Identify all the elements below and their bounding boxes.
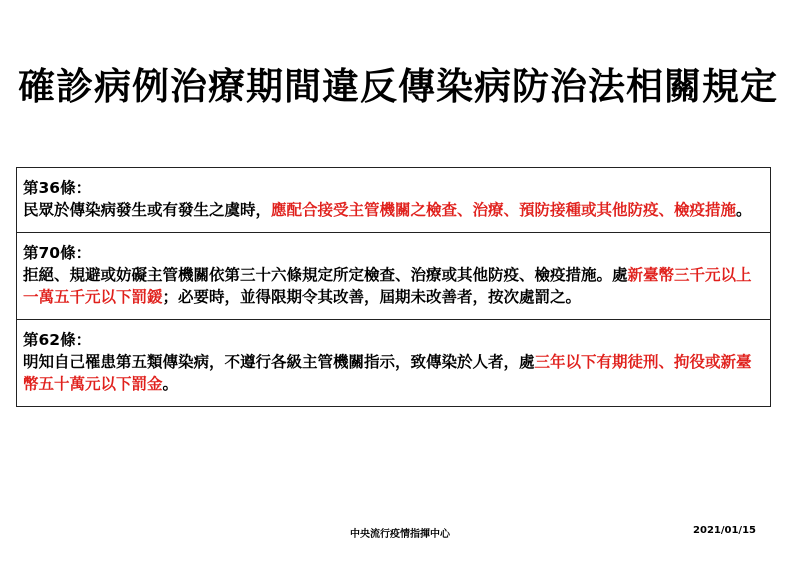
rule-text: 明知自己罹患第五類傳染病，不遵行各級主管機關指示，致傳染於人者，處 bbox=[23, 353, 535, 371]
footer-organization: 中央流行疫情指揮中心 bbox=[350, 529, 450, 540]
rule-text-end: ；必要時，並得限期令其改善，屆期未改善者，按次處罰之。 bbox=[162, 288, 582, 306]
rule-text-end: 。 bbox=[162, 375, 179, 393]
rule-highlight-text: 三年以下有期徒刑、拘役或新臺幣五十萬元以下罰金 bbox=[23, 353, 752, 393]
rule-text: 拒絕、規避或妨礙主管機關依第三十六條規定所定檢查、治療或其他防疫、檢疫措施。處 bbox=[23, 266, 628, 284]
rule-article-62 bbox=[17, 319, 770, 406]
rule-text: 民眾於傳染病發生或有發生之虞時， bbox=[23, 201, 272, 219]
rule-article-70 bbox=[17, 232, 770, 319]
rule-heading: 第70條： bbox=[23, 244, 92, 262]
rule-heading: 第62條： bbox=[23, 331, 92, 349]
rule-highlight-text: 新臺幣三千元以上一萬五千元以下罰鍰 bbox=[23, 266, 752, 306]
rules-table bbox=[16, 167, 771, 407]
rule-highlight-text: 應配合接受主管機關之檢查、治療、預防接種或其他防疫、檢疫措施 bbox=[271, 201, 737, 219]
rule-text-end: 。 bbox=[736, 201, 752, 219]
rule-heading: 第36條： bbox=[23, 179, 92, 197]
page-title: 確診病例治療期間違反傳染病防治法相關規定 bbox=[18, 65, 778, 108]
rule-article-36 bbox=[17, 168, 770, 232]
footer-date: 2021/01/15 bbox=[693, 525, 756, 536]
